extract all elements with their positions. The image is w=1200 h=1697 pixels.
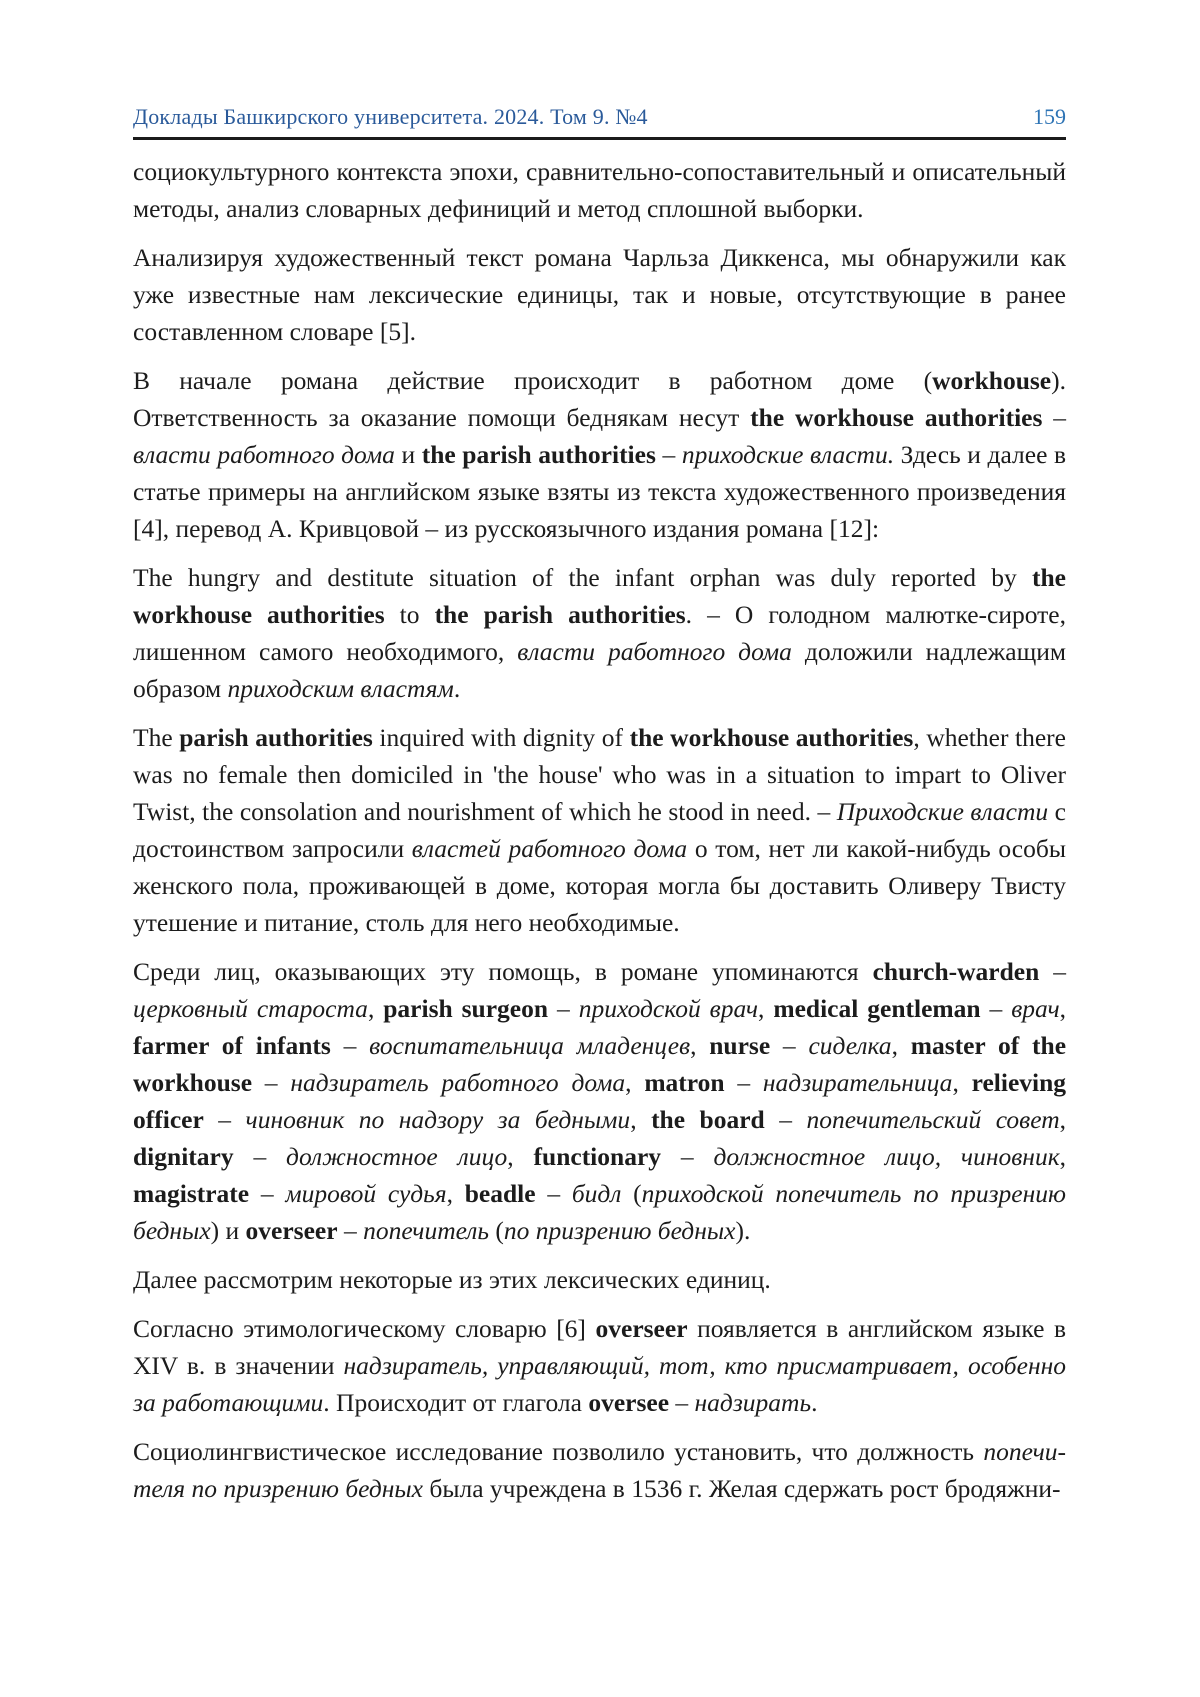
paragraph-4 xyxy=(133,559,1066,707)
text-run: – xyxy=(669,1388,695,1417)
text-run: – xyxy=(770,1031,809,1060)
paragraph-1 xyxy=(133,153,1066,227)
paragraph-3 xyxy=(133,362,1066,547)
text-run: появляется в английском языке в XIV в. в значении xyxy=(133,1314,1066,1380)
text-run: , xyxy=(1059,994,1066,1023)
text-run: приходской попечитель по призрению бедных xyxy=(133,1179,1066,1245)
text-run: , xyxy=(625,1068,645,1097)
text-run: medical gentleman xyxy=(773,994,981,1023)
text-run: inquired with dignity of xyxy=(372,723,630,752)
text-run: сиделка xyxy=(808,1031,892,1060)
text-run: The hungry and destitute situation of the infant orphan was duly reported by xyxy=(133,563,1032,592)
text-run: попечительский совет xyxy=(806,1105,1060,1134)
text-run: , xyxy=(630,1105,652,1134)
text-run: farmer of infants xyxy=(133,1031,331,1060)
text-run: бидл xyxy=(571,1179,622,1208)
text-run: мировой судья xyxy=(285,1179,447,1208)
text-run: – xyxy=(535,1179,572,1208)
text-run: , xyxy=(446,1179,465,1208)
text-run: Социолингвистическое исследование позволило установить, что должность xyxy=(133,1437,984,1466)
text-run: , xyxy=(1059,1105,1066,1134)
text-run: the workhouse authorities xyxy=(750,403,1043,432)
text-run: – xyxy=(724,1068,763,1097)
text-run: Согласно этимологическому словарю [6] xyxy=(133,1314,596,1343)
text-run: . xyxy=(811,1388,818,1417)
page-number: 159 xyxy=(1033,104,1066,129)
text-run: власти работного дома xyxy=(133,440,395,469)
text-run: beadle xyxy=(464,1179,536,1208)
text-run: попечителя по призрению бедных xyxy=(133,1437,1066,1503)
text-run: parish surgeon xyxy=(383,994,549,1023)
text-run: надзиратель работного дома xyxy=(290,1068,626,1097)
text-run: the parish authorities xyxy=(421,440,656,469)
text-run: с достоинством запросили xyxy=(133,797,1066,863)
text-run: Среди лиц, оказывающих эту помощь, в романе упоминаются xyxy=(133,957,873,986)
text-run: magistrate xyxy=(133,1179,250,1208)
text-run: ). Ответственность за оказание помощи беднякам несут xyxy=(133,366,1066,432)
text-run: workhouse xyxy=(932,366,1052,395)
text-run: to xyxy=(384,600,435,629)
text-run: должностное лицо, чиновник xyxy=(713,1142,1060,1171)
text-run: попечитель xyxy=(363,1216,490,1245)
text-run: – xyxy=(233,1142,287,1171)
text-run: functionary xyxy=(533,1142,662,1171)
text-run: oversee xyxy=(588,1388,670,1417)
text-run: – xyxy=(337,1216,364,1245)
text-run: overseer xyxy=(595,1314,688,1343)
text-run: – xyxy=(764,1105,807,1134)
text-run: была учреждена в 1536 г. Желая сдержать рост бродяжни- xyxy=(423,1474,1061,1503)
running-head xyxy=(133,104,1066,130)
text-run: приходской врач xyxy=(578,994,759,1023)
text-run: . Происходит от глагола xyxy=(323,1388,589,1417)
text-run: Анализируя художественный текст романа Чарльза Диккенса, мы обнаружили как уже известные нам лексические единицы, так и новые, отсутствующие в ранее составленном словаре [5]. xyxy=(133,243,1066,346)
text-run: – xyxy=(655,440,682,469)
text-run: the workhouse authorities xyxy=(133,563,1066,629)
text-run: ) и xyxy=(210,1216,246,1245)
text-run: . – О голодном малютке-сироте, лишенном самого необходимого, xyxy=(133,600,1066,666)
text-run: – xyxy=(330,1031,370,1060)
text-run: , whether there was no female then domiciled in 'the house' who was in a situation to impart to Oliver Twist, the consolation and nourishment of which he stood in need. – xyxy=(133,723,1066,826)
text-run: Приходские власти xyxy=(836,797,1049,826)
text-run: по призрению бедных xyxy=(503,1216,736,1245)
text-run: parish authorities xyxy=(179,723,373,752)
text-run: надзирательница xyxy=(762,1068,953,1097)
text-run: – xyxy=(661,1142,714,1171)
text-run: – xyxy=(252,1068,291,1097)
text-run: , xyxy=(758,994,774,1023)
text-run: надзирать xyxy=(694,1388,812,1417)
header-rule xyxy=(133,137,1066,140)
text-run: церковный староста xyxy=(133,994,368,1023)
text-run: Далее рассмотрим некоторые из этих лексических единиц. xyxy=(133,1265,771,1294)
text-run: matron xyxy=(644,1068,725,1097)
paragraph-2 xyxy=(133,239,1066,350)
text-run: власти работного дома xyxy=(517,637,792,666)
text-run: чиновник по надзору за бедными xyxy=(245,1105,631,1134)
text-run: властей работного дома xyxy=(411,834,688,863)
text-run: доложили надлежащим образом xyxy=(133,637,1067,703)
journal-title: Доклады Башкирского университета. 2024. Том 9. №4 xyxy=(133,104,648,129)
text-run: , xyxy=(690,1031,710,1060)
text-run: , xyxy=(891,1031,911,1060)
text-run: врач xyxy=(1011,994,1060,1023)
text-run: relieving officer xyxy=(133,1068,1067,1134)
text-run: master of the workhouse xyxy=(133,1031,1067,1097)
text-run: социокультурного контекста эпохи, сравнительно-сопоставительный и описательный методы, анализ словарных дефиниций и метод сплошной выборки. xyxy=(133,157,1066,223)
text-run: – xyxy=(203,1105,246,1134)
text-run: , xyxy=(367,994,384,1023)
text-run: – xyxy=(1042,403,1066,432)
document-body xyxy=(133,153,1066,1507)
paragraph-7 xyxy=(133,1261,1066,1298)
text-run: и xyxy=(394,440,422,469)
text-run: church-warden xyxy=(872,957,1040,986)
text-run: the workhouse authorities xyxy=(629,723,914,752)
text-run: nurse xyxy=(709,1031,771,1060)
text-run: о том, нет ли какой-нибудь особы женского пола, проживающей в доме, которая могла бы доставить Оливеру Твисту утешение и питание, столь для него необходимые. xyxy=(133,834,1066,937)
text-run: – xyxy=(980,994,1012,1023)
paragraph-8 xyxy=(133,1310,1066,1421)
paragraph-9 xyxy=(133,1433,1066,1507)
text-run: . xyxy=(453,674,461,703)
text-run: воспитательница младенцев xyxy=(369,1031,691,1060)
text-run: the parish authorities xyxy=(434,600,686,629)
text-run: приходские власти. xyxy=(681,440,895,469)
text-run: , xyxy=(507,1142,534,1171)
text-run: приходским властям xyxy=(227,674,454,703)
paragraph-5 xyxy=(133,719,1066,941)
text-run: – xyxy=(1039,957,1067,986)
text-run: Здесь и далее в статье примеры на английском языке взяты из текста художественного произведения [4], перевод А. Кривцовой – из русскоязычного издания романа [12]: xyxy=(133,440,1067,543)
text-run: надзиратель, управляющий, тот, кто присматривает, особенно за работающими xyxy=(133,1351,1066,1417)
text-run: В начале романа действие происходит в работном доме ( xyxy=(133,366,933,395)
text-run: ( xyxy=(489,1216,504,1245)
text-run: ). xyxy=(735,1216,751,1245)
text-run: dignitary xyxy=(133,1142,234,1171)
text-run: overseer xyxy=(245,1216,338,1245)
text-run: ( xyxy=(621,1179,642,1208)
text-run: The xyxy=(133,723,180,752)
paragraph-6 xyxy=(133,953,1066,1249)
text-run: the board xyxy=(651,1105,765,1134)
text-run: , xyxy=(1059,1142,1067,1171)
text-run: должностное лицо xyxy=(286,1142,508,1171)
text-run: – xyxy=(249,1179,286,1208)
text-run: , xyxy=(952,1068,972,1097)
text-run: – xyxy=(548,994,579,1023)
